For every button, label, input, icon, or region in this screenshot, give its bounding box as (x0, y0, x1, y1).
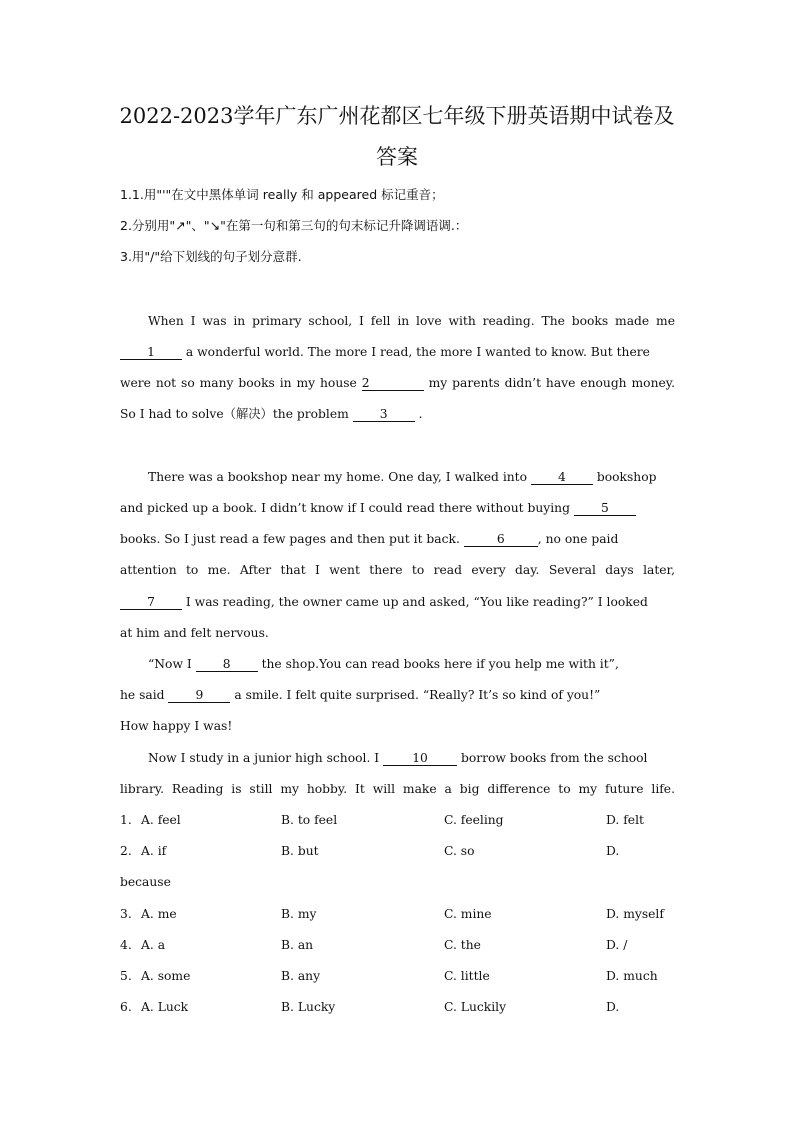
passage-text: borrow books from the school (457, 751, 648, 765)
passage-line (120, 502, 675, 516)
option-a[interactable]: A. some (141, 969, 191, 983)
blank-3[interactable]: 3 (353, 408, 415, 422)
blank-2[interactable]: 2 (362, 377, 424, 391)
passage-line: at him and felt nervous. (120, 626, 269, 640)
passage-text: I was reading, the owner came up and asked, “You like reading?” I looked (182, 595, 648, 609)
passage-text: bookshop (592, 470, 657, 484)
blank-9[interactable]: 9 (168, 689, 230, 703)
option-row-number: 2. (120, 844, 132, 858)
option-d-wrapped-text: because (120, 875, 171, 889)
passage-line (120, 596, 675, 610)
option-a[interactable]: A. Luck (141, 1000, 189, 1014)
option-a[interactable]: A. feel (141, 813, 181, 827)
blank-8[interactable]: 8 (196, 658, 258, 672)
option-c[interactable]: C. the (444, 938, 481, 952)
passage-line (120, 533, 675, 547)
option-c[interactable]: C. so (444, 844, 475, 858)
passage-line (120, 689, 675, 703)
passage-line: How happy I was! (120, 719, 233, 733)
passage-line: When I was in primary school, I fell in love with reading. The books made me (148, 314, 675, 328)
option-d[interactable]: D. much (606, 969, 658, 983)
blank-4[interactable]: 4 (531, 471, 593, 485)
option-b[interactable]: B. an (281, 938, 314, 952)
option-c[interactable]: C. mine (444, 907, 492, 921)
option-d[interactable]: D. / (606, 938, 628, 952)
option-b[interactable]: B. any (281, 969, 321, 983)
passage-line (120, 408, 675, 422)
option-a[interactable]: A. if (141, 844, 167, 858)
instruction-2: 2.分别用"↗"、"↘"在第一句和第三句的句末标记升降调语调.： (120, 218, 468, 233)
option-d[interactable]: D. myself (606, 907, 664, 921)
option-b[interactable]: B. my (281, 907, 317, 921)
option-row-number: 5. (120, 969, 132, 983)
passage-line (148, 658, 675, 672)
passage-line (120, 377, 675, 391)
passage-line: library. Reading is still my hobby. It will make a big difference to my future life. (120, 782, 675, 796)
passage-text: “Now I (148, 657, 196, 671)
blank-1[interactable]: 1 (120, 346, 182, 360)
passage-line (120, 346, 675, 360)
page-title: 2022-2023学年广东广州花都区七年级下册英语期中试卷及 (119, 104, 675, 128)
blank-5[interactable]: 5 (574, 502, 636, 516)
passage-line (148, 471, 675, 485)
passage-text: the shop.You can read books here if you help me with it”, (257, 657, 619, 671)
passage-text: my parents didn’t have enough money. (423, 376, 675, 390)
option-c[interactable]: C. little (444, 969, 490, 983)
option-row-number: 4. (120, 938, 132, 952)
passage-line (148, 752, 675, 766)
option-row-number: 1. (120, 813, 132, 827)
option-d[interactable]: D. felt (606, 813, 644, 827)
option-c[interactable]: C. Luckily (444, 1000, 507, 1014)
option-b[interactable]: B. but (281, 844, 319, 858)
page-title-continued: 答案 (376, 145, 418, 169)
option-b[interactable]: B. Lucky (281, 1000, 336, 1014)
passage-text: were not so many books in my house (120, 376, 362, 390)
passage-text: , no one paid (537, 532, 619, 546)
passage-text: Now I study in a junior high school. I (148, 751, 384, 765)
blank-6[interactable]: 6 (464, 533, 538, 547)
passage-text: he said (120, 688, 169, 702)
passage-text: There was a bookshop near my home. One day, I walked into (148, 470, 531, 484)
option-a[interactable]: A. me (141, 907, 177, 921)
instruction-3: 3.用"/"给下划线的句子划分意群. (120, 249, 302, 264)
option-a[interactable]: A. a (141, 938, 166, 952)
passage-text: a wonderful world. The more I read, the more I wanted to know. But there (182, 345, 650, 359)
passage-text: . (414, 407, 423, 421)
passage-text: a smile. I felt quite surprised. “Really? It’s so kind of you!” (230, 688, 601, 702)
passage-line: attention to me. After that I went there to read every day. Several days later, (120, 563, 675, 577)
option-c[interactable]: C. feeling (444, 813, 504, 827)
option-d[interactable]: D. (606, 844, 620, 858)
instruction-1: 1.1.用"'"在文中黑体单词 really 和 appeared 标记重音； (120, 187, 444, 202)
option-row-number: 6. (120, 1000, 132, 1014)
passage-text: and picked up a book. I didn’t know if I could read there without buying (120, 501, 574, 515)
blank-10[interactable]: 10 (383, 752, 457, 766)
option-b[interactable]: B. to feel (281, 813, 338, 827)
option-d[interactable]: D. (606, 1000, 620, 1014)
option-row-number: 3. (120, 907, 132, 921)
passage-text: So I had to solve（解决）the problem (120, 407, 353, 421)
blank-7[interactable]: 7 (120, 596, 182, 610)
passage-text: books. So I just read a few pages and then put it back. (120, 532, 464, 546)
